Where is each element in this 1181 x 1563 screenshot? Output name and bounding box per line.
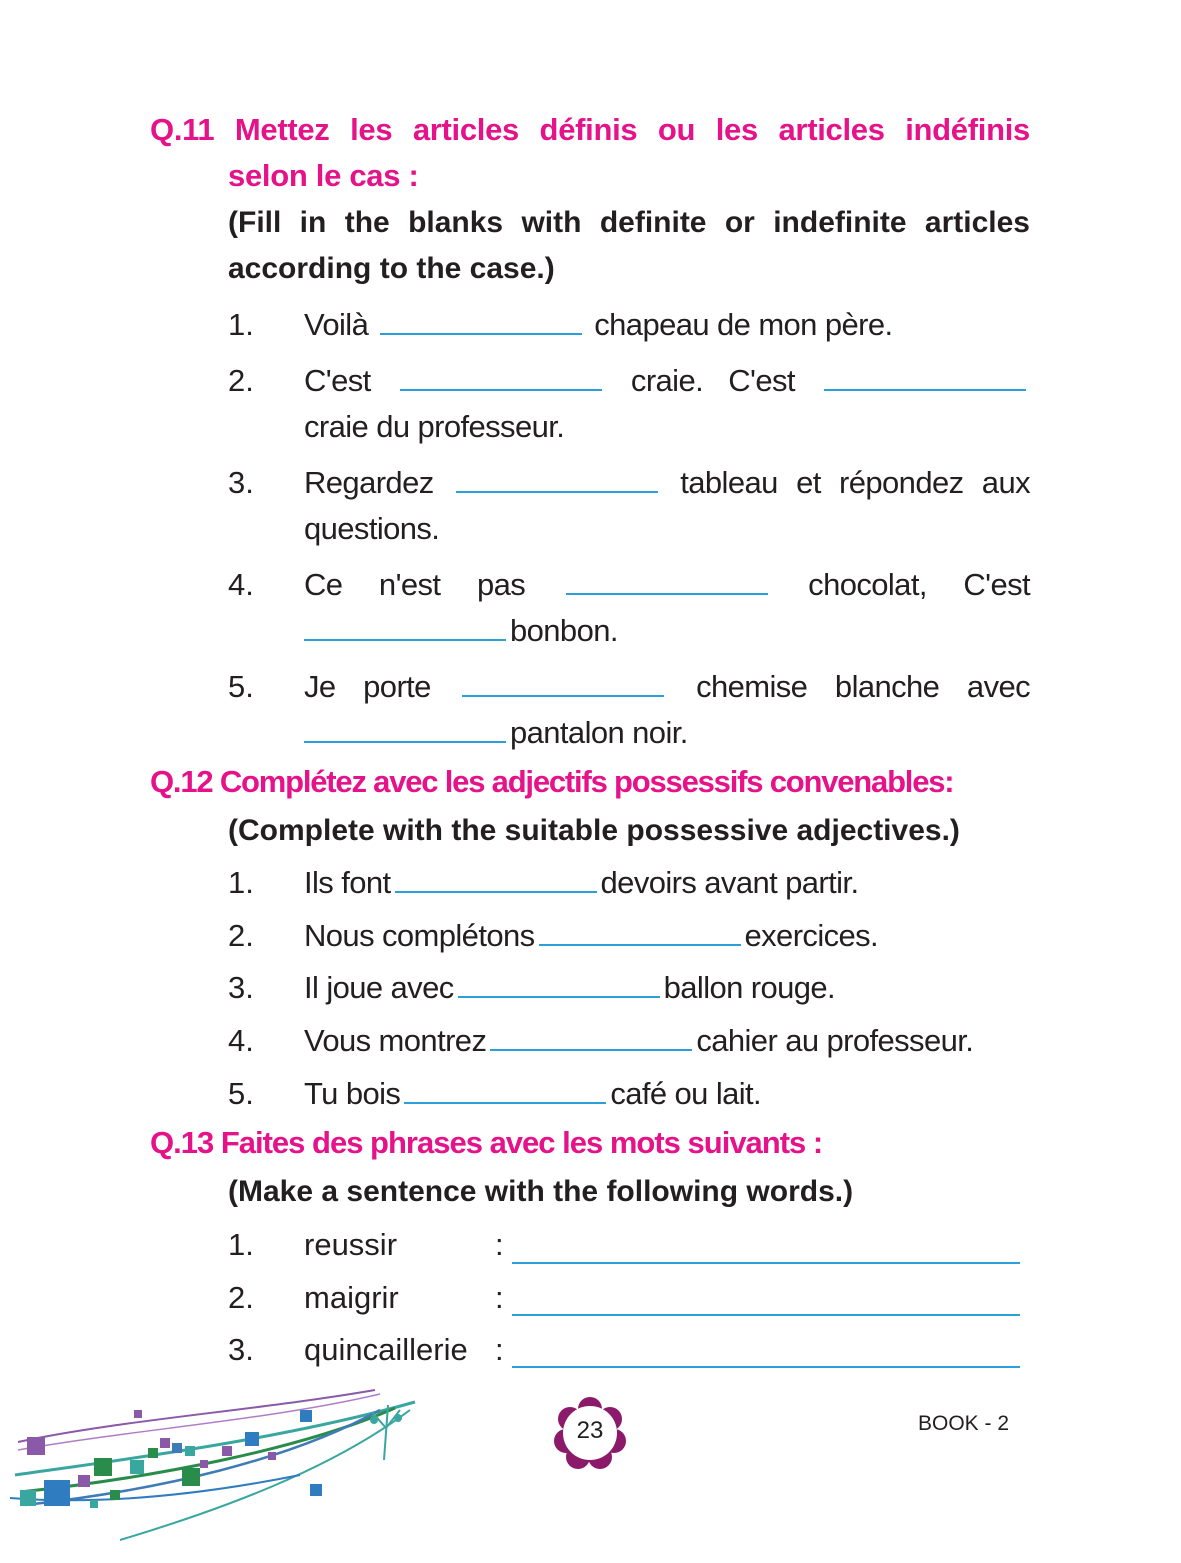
q11-item-5-cont bbox=[304, 710, 1030, 756]
q11-number: Q.11 bbox=[150, 112, 215, 147]
q12-item-2-number: 2. bbox=[228, 918, 254, 953]
q12-item-3 bbox=[304, 965, 1030, 1011]
page-number: 23 bbox=[576, 1417, 604, 1444]
book-label: BOOK - 2 bbox=[918, 1412, 1010, 1435]
q12-item-4-text-b: cahier au professeur. bbox=[696, 1023, 974, 1058]
answer-blank[interactable] bbox=[404, 1072, 606, 1104]
q11-item-2-text-b: craie. C'est bbox=[630, 363, 795, 398]
q11-subtitle: (Fill in the blanks with definite or indefinite articles according to the case.) bbox=[228, 206, 1030, 285]
q11-item-4-text-c: bonbon. bbox=[510, 613, 618, 648]
q11-item-3-number: 3. bbox=[228, 465, 254, 500]
q12-item-2-text-a: Nous complétons bbox=[304, 918, 535, 953]
answer-blank[interactable] bbox=[456, 461, 658, 493]
q13-subtitle: (Make a sentence with the following words.) bbox=[228, 1175, 854, 1208]
answer-blank[interactable] bbox=[395, 861, 597, 893]
q11-item-5-text-a: Je porte bbox=[304, 669, 431, 704]
q11-title-line1: Mettez les articles définis ou les articles indéfinis bbox=[234, 112, 1030, 147]
q11-item-5-number: 5. bbox=[228, 669, 254, 704]
answer-blank[interactable] bbox=[462, 665, 664, 697]
q11-heading bbox=[150, 107, 1030, 199]
answer-blank[interactable] bbox=[566, 563, 768, 595]
q11-item-3-text-b: tableau et répondez aux questions. bbox=[304, 465, 1030, 546]
sentence-answer-line[interactable] bbox=[512, 1366, 1020, 1368]
q12-item-3-text-b: ballon rouge. bbox=[663, 970, 836, 1005]
q11-item-4 bbox=[304, 562, 1030, 608]
q11-item-2-cont: craie du professeur. bbox=[304, 409, 565, 444]
q13-item-1-colon: : bbox=[495, 1227, 504, 1262]
q13-heading: Q.13 Faites des phrases avec les mots suivants : bbox=[150, 1125, 823, 1160]
q12-item-1-text-b: devoirs avant partir. bbox=[600, 865, 859, 900]
q12-item-1 bbox=[304, 860, 1030, 906]
q12-item-1-number: 1. bbox=[228, 865, 254, 900]
q13-item-2-number: 2. bbox=[228, 1280, 254, 1315]
q11-item-1 bbox=[304, 302, 1030, 348]
q12-item-5 bbox=[304, 1071, 1030, 1117]
q11-item-1-number: 1. bbox=[228, 307, 254, 342]
q11-item-4-number: 4. bbox=[228, 567, 254, 602]
q12-item-5-text-b: café ou lait. bbox=[610, 1076, 762, 1111]
sentence-answer-line[interactable] bbox=[512, 1314, 1020, 1316]
page-number-badge bbox=[552, 1395, 628, 1471]
footer-wave-decoration bbox=[0, 1380, 430, 1555]
answer-blank[interactable] bbox=[380, 303, 582, 335]
answer-blank[interactable] bbox=[458, 966, 660, 998]
q12-item-4-text-a: Vous montrez bbox=[304, 1023, 487, 1058]
q13-item-3-number: 3. bbox=[228, 1332, 254, 1367]
q12-item-2-text-b: exercices. bbox=[744, 918, 879, 953]
q13-item-3-colon: : bbox=[495, 1332, 504, 1367]
q11-item-1-text-b: chapeau de mon père. bbox=[594, 307, 893, 342]
q13-item-2-word: maigrir bbox=[304, 1280, 399, 1315]
q11-item-2-text-a: C'est bbox=[304, 363, 371, 398]
sentence-answer-line[interactable] bbox=[512, 1262, 1020, 1264]
q12-item-1-text-a: Ils font bbox=[304, 865, 391, 900]
q12-heading: Q.12 Complétez avec les adjectifs possessifs convenables: bbox=[150, 764, 954, 799]
q11-item-4-text-b: chocolat, C'est bbox=[808, 567, 1031, 602]
q12-item-5-text-a: Tu bois bbox=[304, 1076, 401, 1111]
q13-item-3-word: quincaillerie bbox=[304, 1332, 468, 1367]
q11-item-3-text-a: Regardez bbox=[304, 465, 434, 500]
q12-subtitle: (Complete with the suitable possessive adjectives.) bbox=[228, 814, 960, 847]
q13-item-1-number: 1. bbox=[228, 1227, 254, 1262]
q11-item-2 bbox=[304, 358, 1030, 404]
answer-blank[interactable] bbox=[304, 711, 506, 743]
q12-item-4 bbox=[304, 1018, 1030, 1064]
answer-blank[interactable] bbox=[304, 609, 506, 641]
q11-title-line2: selon le cas : bbox=[228, 158, 419, 193]
q11-item-4-cont bbox=[304, 608, 1030, 654]
q12-item-2 bbox=[304, 913, 1030, 959]
answer-blank[interactable] bbox=[490, 1019, 692, 1051]
q11-item-5 bbox=[304, 664, 1030, 710]
q12-item-3-number: 3. bbox=[228, 970, 254, 1005]
q12-item-4-number: 4. bbox=[228, 1023, 254, 1058]
q12-item-5-number: 5. bbox=[228, 1076, 254, 1111]
answer-blank[interactable] bbox=[400, 359, 602, 391]
answer-blank[interactable] bbox=[824, 359, 1026, 391]
q11-item-2-number: 2. bbox=[228, 363, 254, 398]
q13-item-2-colon: : bbox=[495, 1280, 504, 1315]
q11-item-1-text-a: Voilà bbox=[304, 307, 369, 342]
q11-item-5-text-c: pantalon noir. bbox=[510, 715, 688, 750]
q13-item-1-word: reussir bbox=[304, 1227, 398, 1262]
q11-item-4-text-a: Ce n'est pas bbox=[304, 567, 526, 602]
q11-item-5-text-b: chemise blanche avec bbox=[696, 669, 1031, 704]
q12-item-3-text-a: Il joue avec bbox=[304, 970, 454, 1005]
answer-blank[interactable] bbox=[539, 914, 741, 946]
q11-item-3 bbox=[304, 460, 1030, 552]
